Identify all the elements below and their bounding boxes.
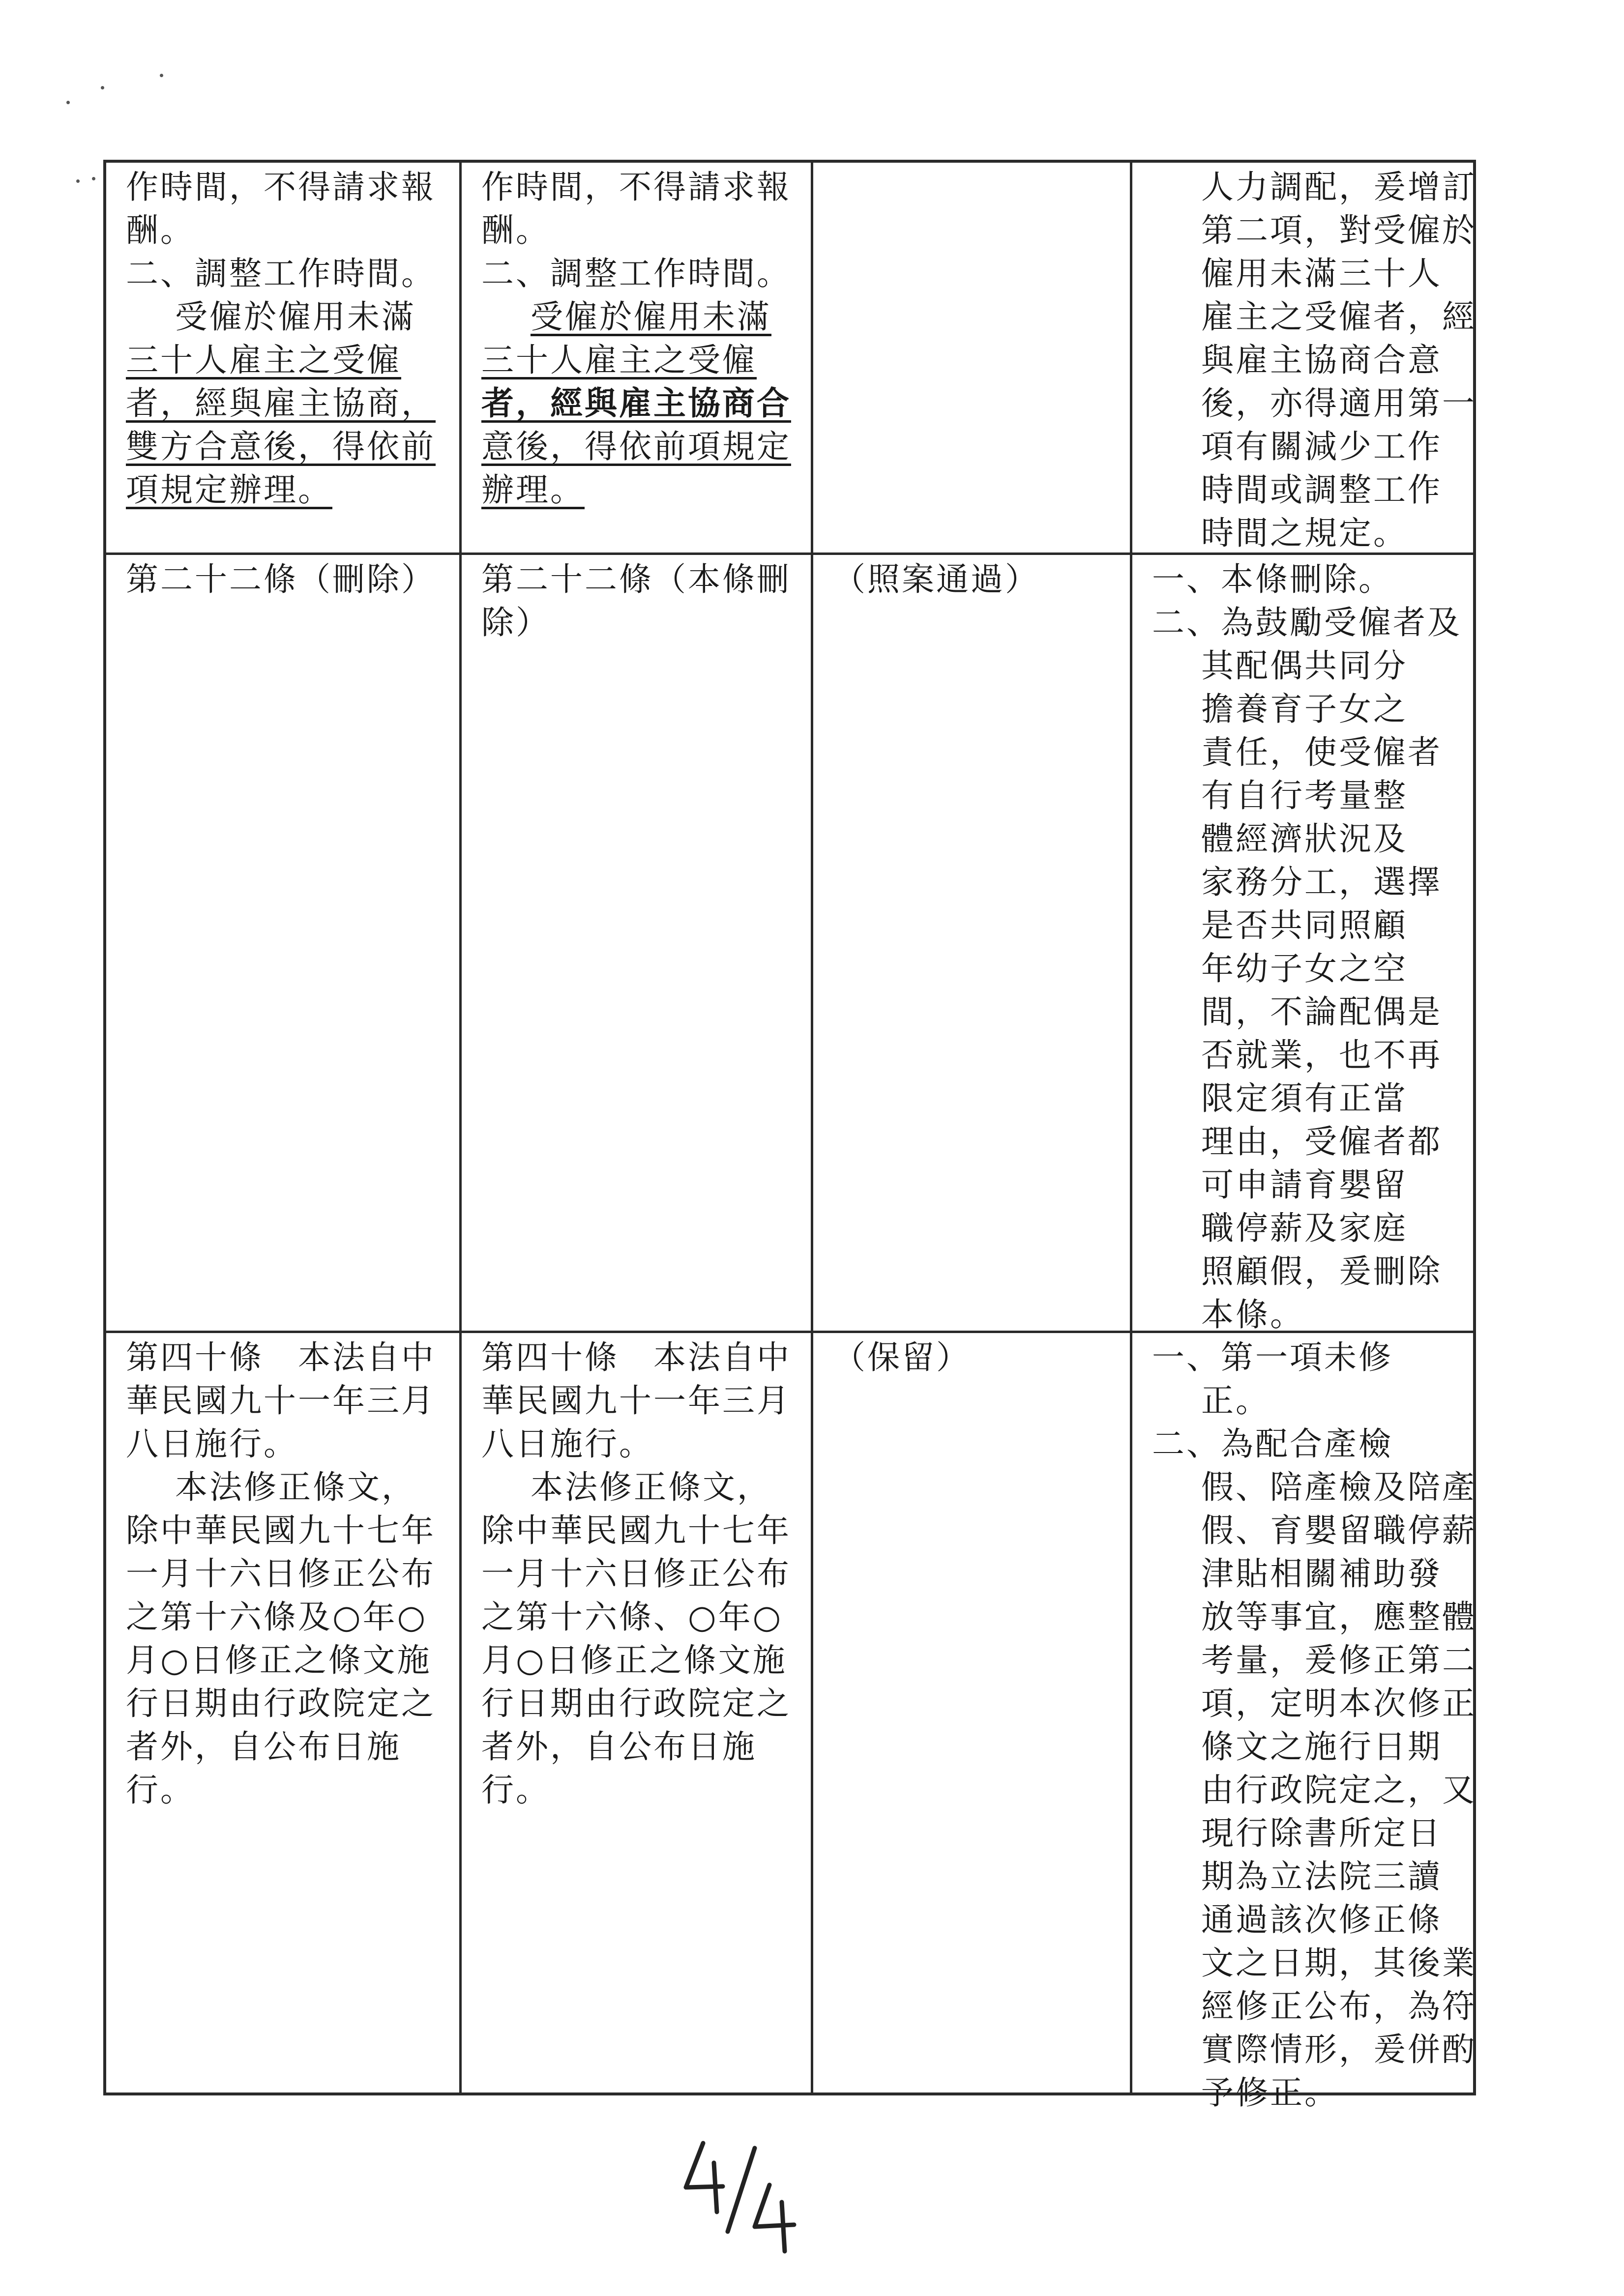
cell-line: 行。 <box>126 1771 195 1809</box>
cell-line: 文之日期，其後業 <box>1201 1944 1476 1982</box>
cell-line: 限定須有正當 <box>1201 1079 1408 1117</box>
cell-line: 本條。 <box>1201 1296 1304 1334</box>
row1-col3-cell <box>813 163 1132 555</box>
cell-line: 第二項，對受僱於 <box>1201 211 1476 249</box>
cell-line: 三十人雇主之受僱 <box>481 341 757 379</box>
cell-line: 第四十條 本法自中 <box>126 1338 436 1376</box>
cell-line: 現行除書所定日 <box>1201 1814 1442 1852</box>
cell-line: 人力調配，爰增訂 <box>1201 168 1476 206</box>
cell-line: 除中華民國九十七年 <box>481 1511 791 1549</box>
cell-line: 予修正。 <box>1201 2074 1339 2112</box>
cell-line: 項規定辦理。 <box>126 471 332 509</box>
cell-line: 八日施行。 <box>126 1425 298 1463</box>
cell-line: 作時間，不得請求報 <box>126 168 436 206</box>
cell-line: 放等事宜，應整體 <box>1201 1598 1476 1636</box>
cell-line: 者，經與雇主協商合 <box>481 384 791 422</box>
cell-line: 二、調整工作時間。 <box>126 255 436 292</box>
cell-line: 假、陪產檢及陪產 <box>1201 1468 1476 1506</box>
cell-line: 二、為鼓勵受僱者及 <box>1152 604 1462 641</box>
cell-line: 月○日修正之條文施 <box>481 1641 787 1679</box>
row3-col2-cell <box>462 1333 813 2093</box>
cell-line: 假、育嬰留職停薪 <box>1201 1511 1476 1549</box>
row1-col2-cell <box>462 163 813 555</box>
cell-line: 正。 <box>1201 1382 1270 1420</box>
comparison-table <box>103 160 1476 2112</box>
row3-col4-cell <box>1132 1333 1476 2112</box>
cell-line: 後，亦得適用第一 <box>1201 384 1476 422</box>
cell-line: 受僱於僱用未滿 <box>175 298 416 336</box>
cell-line: 考量，爰修正第二 <box>1201 1641 1476 1679</box>
cell-line: 行。 <box>481 1771 550 1809</box>
cell-line: 之第十六條、○年○ <box>481 1598 783 1636</box>
cell-line: 其配偶共同分 <box>1201 647 1408 685</box>
cell-line: 第四十條 本法自中 <box>481 1338 791 1376</box>
cell-line: 華民國九十一年三月 <box>126 1382 436 1420</box>
cell-line: 一、本條刪除。 <box>1152 560 1393 598</box>
cell-line: 受僱於僱用未滿 <box>531 298 771 336</box>
cell-line: 一月十六日修正公布 <box>126 1555 436 1593</box>
cell-line: 年幼子女之空 <box>1201 950 1408 988</box>
cell-line: 者外，自公布日施 <box>481 1728 757 1766</box>
cell-line: 擔養育子女之 <box>1201 690 1408 728</box>
cell-line: 行日期由行政院定之 <box>481 1685 791 1722</box>
cell-line: 時間或調整工作 <box>1201 471 1442 509</box>
cell-line: 有自行考量整 <box>1201 777 1408 814</box>
cell-line: 第二十二條（刪除） <box>126 560 436 598</box>
cell-line: 項有關減少工作 <box>1201 428 1442 465</box>
cell-line: 雇主之受僱者，經 <box>1201 298 1476 336</box>
cell-line: （照案通過） <box>833 560 1039 598</box>
cell-line: 條文之施行日期 <box>1201 1728 1442 1766</box>
cell-line: 辦理。 <box>481 471 585 509</box>
cell-line: 可申請育嬰留 <box>1201 1166 1408 1204</box>
cell-line: 通過該次修正條 <box>1201 1901 1442 1939</box>
cell-line: 一月十六日修正公布 <box>481 1555 791 1593</box>
cell-line: 本法修正條文， <box>531 1468 771 1506</box>
cell-line: 實際情形，爰併酌 <box>1201 2031 1476 2068</box>
cell-line: 酬。 <box>481 211 550 249</box>
row1-col1-cell <box>106 163 462 555</box>
row2-col1-cell <box>106 555 462 1333</box>
cell-line: 三十人雇主之受僱 <box>126 341 401 379</box>
handwritten-page-number-glyph <box>669 2128 816 2256</box>
cell-line: 間，不論配偶是 <box>1201 993 1442 1031</box>
cell-line: 期為立法院三讀 <box>1201 1858 1442 1895</box>
cell-line: 照顧假，爰刪除 <box>1201 1252 1442 1290</box>
cell-line: 責任，使受僱者 <box>1201 733 1442 771</box>
row2-col2-cell <box>462 555 813 1333</box>
cell-line: 二、為配合產檢 <box>1152 1425 1393 1463</box>
row2-col3-cell <box>813 555 1132 1333</box>
cell-line: 除中華民國九十七年 <box>126 1511 436 1549</box>
cell-line: 僱用未滿三十人 <box>1201 255 1442 292</box>
page-number <box>669 2128 816 2256</box>
cell-line: 經修正公布，為符 <box>1201 1987 1476 2025</box>
cell-line: 第二十二條（本條刪 <box>481 560 791 598</box>
cell-line: 行日期由行政院定之 <box>126 1685 436 1722</box>
cell-line: 除） <box>481 604 550 641</box>
cell-line: 由行政院定之，又 <box>1201 1771 1476 1809</box>
cell-line: 作時間，不得請求報 <box>481 168 791 206</box>
cell-line: 者外，自公布日施 <box>126 1728 401 1766</box>
cell-line: 家務分工，選擇 <box>1201 863 1442 901</box>
cell-line: 八日施行。 <box>481 1425 653 1463</box>
cell-line: 與雇主協商合意 <box>1201 341 1442 379</box>
cell-line: 項，定明本次修正 <box>1201 1685 1476 1722</box>
cell-line: 雙方合意後，得依前 <box>126 428 436 465</box>
cell-line: 者，經與雇主協商， <box>126 384 436 422</box>
cell-line: 一、第一項未修 <box>1152 1338 1393 1376</box>
cell-line: 之第十六條及○年○ <box>126 1598 428 1636</box>
cell-line: 津貼相關補助發 <box>1201 1555 1442 1593</box>
cell-line: 否就業，也不再 <box>1201 1036 1442 1074</box>
cell-line: 職停薪及家庭 <box>1201 1209 1408 1247</box>
cell-line: 二、調整工作時間。 <box>481 255 791 292</box>
cell-line: 酬。 <box>126 211 195 249</box>
cell-line: 是否共同照顧 <box>1201 906 1408 944</box>
cell-line: 意後，得依前項規定 <box>481 428 791 465</box>
row2-col4-cell <box>1132 555 1473 1333</box>
cell-line: 本法修正條文， <box>175 1468 416 1506</box>
cell-line: 時間之規定。 <box>1201 514 1408 552</box>
cell-line: 理由，受僱者都 <box>1201 1123 1442 1161</box>
row3-col3-cell <box>813 1333 1132 2093</box>
row1-col4-cell <box>1132 163 1476 555</box>
cell-line: （保留） <box>833 1338 971 1376</box>
row3-col1-cell <box>106 1333 462 2093</box>
cell-line: 華民國九十一年三月 <box>481 1382 791 1420</box>
cell-line: 體經濟狀況及 <box>1201 820 1408 858</box>
cell-line: 月○日修正之條文施 <box>126 1641 432 1679</box>
